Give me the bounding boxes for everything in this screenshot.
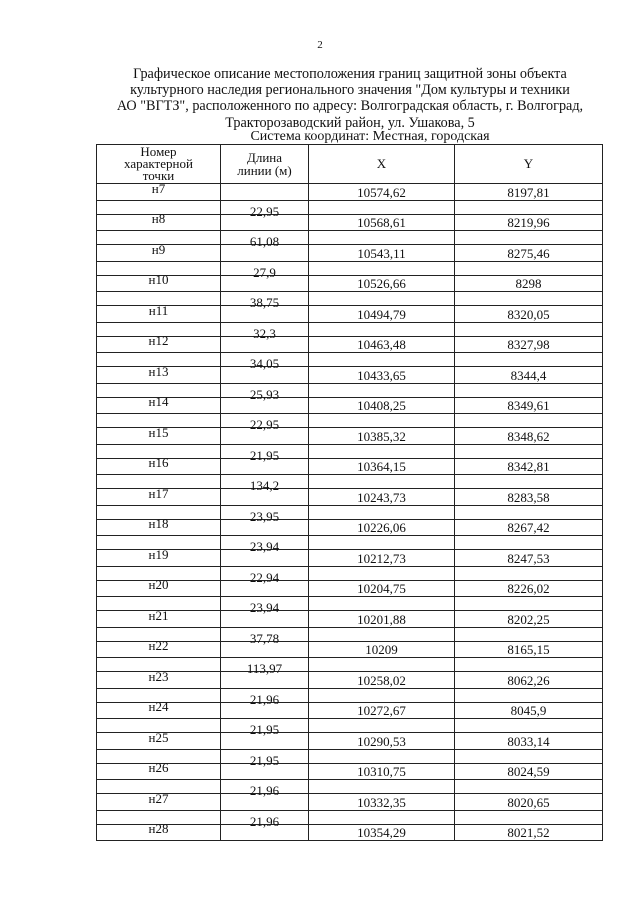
table-row-segment xyxy=(97,200,603,214)
y-coordinate-cell-text: 8342,81 xyxy=(507,459,550,474)
segment-length-cell-text: 38,75 xyxy=(249,295,280,310)
table-row-segment xyxy=(97,810,603,824)
point-number-cell xyxy=(97,577,221,597)
x-coordinate-cell xyxy=(309,641,455,658)
empty-x-cell xyxy=(309,810,455,824)
header-point-line: Номер xyxy=(140,144,177,159)
table-row-segment xyxy=(97,688,603,702)
y-coordinate-cell xyxy=(455,550,603,567)
table-row-point xyxy=(97,275,603,292)
table-row-point xyxy=(97,367,603,384)
segment-length-cell xyxy=(221,658,309,676)
point-number-cell-text: н13 xyxy=(148,363,169,379)
header-y: Y xyxy=(455,145,603,184)
coordinate-system-caption: Система координат: Местная, городская xyxy=(250,129,490,144)
table-row-point xyxy=(97,794,603,811)
point-number-cell xyxy=(97,455,221,475)
empty-y-cell xyxy=(455,261,603,275)
point-number-cell xyxy=(97,699,221,719)
table-row-segment xyxy=(97,627,603,641)
x-coordinate-cell-text: 10568,61 xyxy=(357,215,406,230)
title-line: Тракторозаводский район, ул. Ушакова, 5 xyxy=(225,114,475,131)
empty-y-cell xyxy=(455,719,603,733)
segment-length-cell xyxy=(221,749,309,768)
x-coordinate-cell xyxy=(309,214,455,231)
x-coordinate-cell xyxy=(309,367,455,384)
table-row-segment xyxy=(97,261,603,275)
table-row-point xyxy=(97,611,603,628)
point-number-cell xyxy=(97,546,221,567)
y-coordinate-cell xyxy=(455,763,603,780)
segment-length-cell-text: 22,95 xyxy=(249,417,280,432)
empty-y-cell xyxy=(455,597,603,611)
empty-x-cell xyxy=(309,353,455,367)
y-coordinate-cell xyxy=(455,428,603,445)
table-row-point xyxy=(97,489,603,506)
coordinates-table xyxy=(96,144,603,841)
empty-y-cell xyxy=(455,292,603,306)
x-coordinate-cell xyxy=(309,580,455,597)
title-line: Графическое описание местоположения границ защитной зоны объекта xyxy=(133,66,567,82)
empty-x-cell xyxy=(309,505,455,519)
x-coordinate-cell xyxy=(309,489,455,506)
y-coordinate-cell xyxy=(455,245,603,262)
point-number-cell-text: н7 xyxy=(151,180,166,196)
point-number-cell-text: н20 xyxy=(148,577,169,592)
x-coordinate-cell-text: 10354,29 xyxy=(357,825,406,840)
table-row-segment xyxy=(97,566,603,580)
empty-y-cell xyxy=(455,353,603,367)
x-coordinate-cell xyxy=(309,397,455,414)
point-number-cell-text: н16 xyxy=(148,455,169,470)
x-coordinate-cell xyxy=(309,336,455,353)
y-coordinate-cell-text: 8020,65 xyxy=(507,794,550,810)
x-coordinate-cell-text: 10243,73 xyxy=(357,489,406,505)
empty-y-cell xyxy=(455,231,603,245)
y-coordinate-cell-text: 8348,62 xyxy=(507,428,550,444)
segment-length-cell-text: 34,05 xyxy=(249,356,280,371)
table-row-point xyxy=(97,550,603,567)
x-coordinate-cell-text: 10332,35 xyxy=(357,794,406,810)
segment-length-cell xyxy=(221,261,309,280)
empty-x-cell xyxy=(309,383,455,397)
y-coordinate-cell-text: 8062,26 xyxy=(507,672,550,688)
point-number-cell xyxy=(97,333,221,353)
table-header-row xyxy=(97,145,603,184)
segment-length-cell xyxy=(221,688,309,707)
y-coordinate-cell xyxy=(455,397,603,414)
x-coordinate-cell xyxy=(309,550,455,567)
segment-length-cell-text: 21,95 xyxy=(249,447,280,463)
point-number-cell-text: н26 xyxy=(148,760,169,775)
y-coordinate-cell-text: 8165,15 xyxy=(507,642,550,657)
table-row-segment xyxy=(97,292,603,306)
x-coordinate-cell xyxy=(309,275,455,292)
point-number-cell-text: н27 xyxy=(148,790,169,806)
point-number-cell-text: н11 xyxy=(148,302,169,318)
x-coordinate-cell-text: 10408,25 xyxy=(357,398,406,413)
table-row-point xyxy=(97,733,603,750)
x-coordinate-cell xyxy=(309,306,455,323)
y-coordinate-cell-text: 8024,59 xyxy=(507,764,550,779)
y-coordinate-cell-text: 8349,61 xyxy=(507,398,550,413)
y-coordinate-cell-text: 8045,9 xyxy=(510,703,547,718)
x-coordinate-cell-text: 10543,11 xyxy=(357,245,406,261)
x-coordinate-cell-text: 10433,65 xyxy=(357,367,406,383)
x-coordinate-cell xyxy=(309,428,455,445)
point-number-cell xyxy=(97,363,221,384)
segment-length-cell-text: 23,94 xyxy=(249,600,280,615)
empty-x-cell xyxy=(309,536,455,550)
title-line: культурного наследия регионального значения "Дом культуры и техники xyxy=(130,82,570,99)
x-coordinate-cell-text: 10310,75 xyxy=(357,764,406,779)
point-number-cell-text: н14 xyxy=(148,394,169,409)
segment-length-cell xyxy=(221,322,309,341)
table-row-point xyxy=(97,397,603,414)
table-row-point xyxy=(97,184,603,201)
segment-length-cell-text: 25,93 xyxy=(249,386,280,402)
table-row-segment xyxy=(97,749,603,763)
empty-x-cell xyxy=(309,749,455,763)
table-row-segment xyxy=(97,536,603,550)
page-number: 2 xyxy=(317,39,323,51)
point-number-cell-text: н10 xyxy=(148,272,169,287)
segment-length-cell-text: 21,96 xyxy=(249,691,280,707)
segment-length-cell-text: 37,78 xyxy=(249,630,280,646)
point-number-cell xyxy=(97,394,221,414)
table-row-point xyxy=(97,245,603,262)
y-coordinate-cell xyxy=(455,580,603,597)
x-coordinate-cell xyxy=(309,458,455,475)
y-coordinate-cell-text: 8226,02 xyxy=(507,581,550,596)
table-row-point xyxy=(97,306,603,323)
y-coordinate-cell-text: 8033,14 xyxy=(507,733,550,749)
point-number-cell xyxy=(97,607,221,628)
empty-x-cell xyxy=(309,231,455,245)
document-title xyxy=(60,66,640,131)
point-number-cell-text: н25 xyxy=(148,729,169,745)
x-coordinate-cell-text: 10364,15 xyxy=(357,459,406,474)
x-coordinate-cell-text: 10272,67 xyxy=(357,703,406,718)
segment-length-cell xyxy=(221,627,309,646)
y-coordinate-cell xyxy=(455,214,603,231)
x-coordinate-cell xyxy=(309,245,455,262)
point-number-cell xyxy=(97,760,221,780)
empty-x-cell xyxy=(309,261,455,275)
table-row-segment xyxy=(97,231,603,245)
segment-length-cell-text: 21,95 xyxy=(249,722,280,737)
y-coordinate-cell-text: 8197,81 xyxy=(507,184,550,200)
table-row-segment xyxy=(97,414,603,428)
x-coordinate-cell-text: 10385,32 xyxy=(357,428,406,444)
table-row-segment xyxy=(97,597,603,611)
empty-y-cell xyxy=(455,322,603,336)
header-point-line: характерной xyxy=(124,156,193,171)
point-number-cell-text: н21 xyxy=(148,607,169,623)
x-coordinate-cell-text: 10201,88 xyxy=(357,611,406,627)
segment-length-cell xyxy=(221,231,309,249)
point-number-cell xyxy=(97,516,221,536)
segment-length-cell-text: 32,3 xyxy=(253,325,276,341)
point-number-cell xyxy=(97,821,221,841)
segment-length-cell xyxy=(221,292,309,310)
y-coordinate-cell xyxy=(455,824,603,841)
table-row-segment xyxy=(97,353,603,367)
table-row-point xyxy=(97,641,603,658)
y-coordinate-cell-text: 8021,52 xyxy=(507,825,550,840)
point-number-cell-text: н18 xyxy=(148,516,169,531)
point-number-cell xyxy=(97,668,221,689)
x-coordinate-cell-text: 10209 xyxy=(365,642,398,657)
point-number-cell-text: н12 xyxy=(148,333,169,348)
x-coordinate-cell-text: 10526,66 xyxy=(357,276,406,291)
point-number-cell xyxy=(97,272,221,292)
point-number-cell xyxy=(97,729,221,750)
x-coordinate-cell xyxy=(309,702,455,719)
segment-length-cell xyxy=(221,597,309,615)
x-coordinate-cell xyxy=(309,519,455,536)
x-coordinate-cell xyxy=(309,733,455,750)
point-number-cell xyxy=(97,241,221,262)
y-coordinate-cell xyxy=(455,641,603,658)
x-coordinate-cell xyxy=(309,611,455,628)
table-row-point xyxy=(97,458,603,475)
x-coordinate-cell xyxy=(309,763,455,780)
empty-y-cell xyxy=(455,627,603,641)
table-row-segment xyxy=(97,780,603,794)
y-coordinate-cell xyxy=(455,519,603,536)
y-coordinate-cell xyxy=(455,367,603,384)
table-row-point xyxy=(97,519,603,536)
table-row-segment xyxy=(97,322,603,336)
x-coordinate-cell-text: 10463,48 xyxy=(357,337,406,352)
empty-y-cell xyxy=(455,414,603,428)
point-number-cell xyxy=(97,638,221,658)
y-coordinate-cell xyxy=(455,458,603,475)
empty-x-cell xyxy=(309,597,455,611)
empty-y-cell xyxy=(455,810,603,824)
point-number-cell xyxy=(97,485,221,506)
empty-y-cell xyxy=(455,444,603,458)
segment-length-cell-text: 22,94 xyxy=(249,569,280,585)
table-row-point xyxy=(97,428,603,445)
y-coordinate-cell-text: 8219,96 xyxy=(507,215,550,230)
empty-x-cell xyxy=(309,414,455,428)
table-row-segment xyxy=(97,444,603,458)
y-coordinate-cell xyxy=(455,184,603,201)
segment-length-cell xyxy=(221,383,309,402)
table-row-point xyxy=(97,763,603,780)
segment-length-cell-text: 23,95 xyxy=(249,508,280,524)
y-coordinate-cell-text: 8298 xyxy=(515,276,542,291)
x-coordinate-cell xyxy=(309,794,455,811)
point-number-cell-text: н19 xyxy=(148,546,169,562)
x-coordinate-cell-text: 10258,02 xyxy=(357,672,406,688)
y-coordinate-cell-text: 8275,46 xyxy=(507,245,550,261)
x-coordinate-cell-text: 10226,06 xyxy=(357,520,406,535)
segment-length-cell-text: 22,95 xyxy=(249,203,280,219)
x-coordinate-cell xyxy=(309,184,455,201)
segment-length-cell-text: 23,94 xyxy=(249,539,280,554)
empty-x-cell xyxy=(309,627,455,641)
y-coordinate-cell-text: 8202,25 xyxy=(507,611,550,627)
empty-length-cell xyxy=(221,184,309,201)
point-number-cell-text: н15 xyxy=(148,424,169,440)
empty-y-cell xyxy=(455,566,603,580)
point-number-cell xyxy=(97,302,221,323)
segment-length-cell-text: 21,96 xyxy=(249,813,280,829)
point-number-cell xyxy=(97,790,221,811)
x-coordinate-cell-text: 10204,75 xyxy=(357,581,406,596)
y-coordinate-cell xyxy=(455,611,603,628)
point-number-cell-text: н28 xyxy=(148,821,169,836)
table-row-segment xyxy=(97,658,603,672)
x-coordinate-cell-text: 10212,73 xyxy=(357,550,406,566)
empty-x-cell xyxy=(309,292,455,306)
segment-length-cell xyxy=(221,200,309,219)
table-row-point xyxy=(97,336,603,353)
header-x: X xyxy=(309,145,455,184)
y-coordinate-cell xyxy=(455,733,603,750)
empty-x-cell xyxy=(309,566,455,580)
y-coordinate-cell xyxy=(455,794,603,811)
segment-length-cell-text: 21,96 xyxy=(249,783,280,798)
empty-y-cell xyxy=(455,780,603,794)
x-coordinate-cell xyxy=(309,672,455,689)
point-number-cell-text: н8 xyxy=(151,211,166,226)
point-number-cell-text: н9 xyxy=(151,241,166,257)
table-row-segment xyxy=(97,383,603,397)
x-coordinate-cell-text: 10574,62 xyxy=(357,184,406,200)
point-number-cell xyxy=(97,211,221,231)
empty-y-cell xyxy=(455,475,603,489)
segment-length-cell xyxy=(221,353,309,371)
segment-length-cell-text: 134,2 xyxy=(249,478,280,493)
y-coordinate-cell xyxy=(455,275,603,292)
table-row-segment xyxy=(97,719,603,733)
segment-length-cell-text: 21,95 xyxy=(249,752,280,768)
segment-length-cell-text: 61,08 xyxy=(249,234,280,249)
empty-x-cell xyxy=(309,444,455,458)
table-body xyxy=(97,180,603,841)
empty-x-cell xyxy=(309,658,455,672)
empty-x-cell xyxy=(309,200,455,214)
x-coordinate-cell-text: 10494,79 xyxy=(357,306,406,322)
segment-length-cell xyxy=(221,780,309,798)
segment-length-cell-text: 113,97 xyxy=(246,661,283,676)
empty-x-cell xyxy=(309,688,455,702)
header-length-line: линии (м) xyxy=(237,163,292,178)
table-row-segment xyxy=(97,505,603,519)
table-row-point xyxy=(97,672,603,689)
y-coordinate-cell-text: 8320,05 xyxy=(507,306,550,322)
x-coordinate-cell xyxy=(309,824,455,841)
y-coordinate-cell xyxy=(455,702,603,719)
table-row-segment xyxy=(97,475,603,489)
segment-length-cell xyxy=(221,719,309,737)
y-coordinate-cell-text: 8344,4 xyxy=(510,367,547,383)
table-row-point xyxy=(97,214,603,231)
segment-length-cell xyxy=(221,505,309,524)
table-row-point xyxy=(97,580,603,597)
header-point-line: точки xyxy=(142,168,175,183)
segment-length-cell xyxy=(221,414,309,432)
x-coordinate-cell-text: 10290,53 xyxy=(357,733,406,749)
y-coordinate-cell-text: 8247,53 xyxy=(507,550,550,566)
table-row-point xyxy=(97,824,603,841)
point-number-cell xyxy=(97,180,221,201)
table-row-point xyxy=(97,702,603,719)
empty-y-cell xyxy=(455,383,603,397)
empty-y-cell xyxy=(455,749,603,763)
empty-x-cell xyxy=(309,780,455,794)
empty-y-cell xyxy=(455,658,603,672)
y-coordinate-cell-text: 8283,58 xyxy=(507,489,550,505)
y-coordinate-cell-text: 8267,42 xyxy=(507,520,550,535)
title-line: АО "ВГТЗ", расположенного по адресу: Волгоградская область, г. Волгоград, xyxy=(116,98,584,115)
header-line-length xyxy=(221,145,309,184)
segment-length-cell xyxy=(221,536,309,554)
segment-length-cell xyxy=(221,810,309,829)
y-coordinate-cell xyxy=(455,672,603,689)
empty-x-cell xyxy=(309,475,455,489)
empty-x-cell xyxy=(309,322,455,336)
point-number-cell-text: н22 xyxy=(148,638,169,653)
point-number-cell xyxy=(97,424,221,445)
segment-length-cell xyxy=(221,475,309,493)
empty-y-cell xyxy=(455,688,603,702)
segment-length-cell-text: 27,9 xyxy=(253,264,276,280)
segment-length-cell xyxy=(221,566,309,585)
y-coordinate-cell xyxy=(455,336,603,353)
empty-x-cell xyxy=(309,719,455,733)
header-point-number xyxy=(97,145,221,184)
header-length-line: Длина xyxy=(246,150,283,165)
point-number-cell-text: н17 xyxy=(148,485,169,501)
segment-length-cell xyxy=(221,444,309,463)
y-coordinate-cell xyxy=(455,306,603,323)
empty-y-cell xyxy=(455,536,603,550)
point-number-cell-text: н24 xyxy=(148,699,169,714)
y-coordinate-cell-text: 8327,98 xyxy=(507,337,550,352)
empty-y-cell xyxy=(455,200,603,214)
y-coordinate-cell xyxy=(455,489,603,506)
empty-y-cell xyxy=(455,505,603,519)
point-number-cell-text: н23 xyxy=(148,668,169,684)
